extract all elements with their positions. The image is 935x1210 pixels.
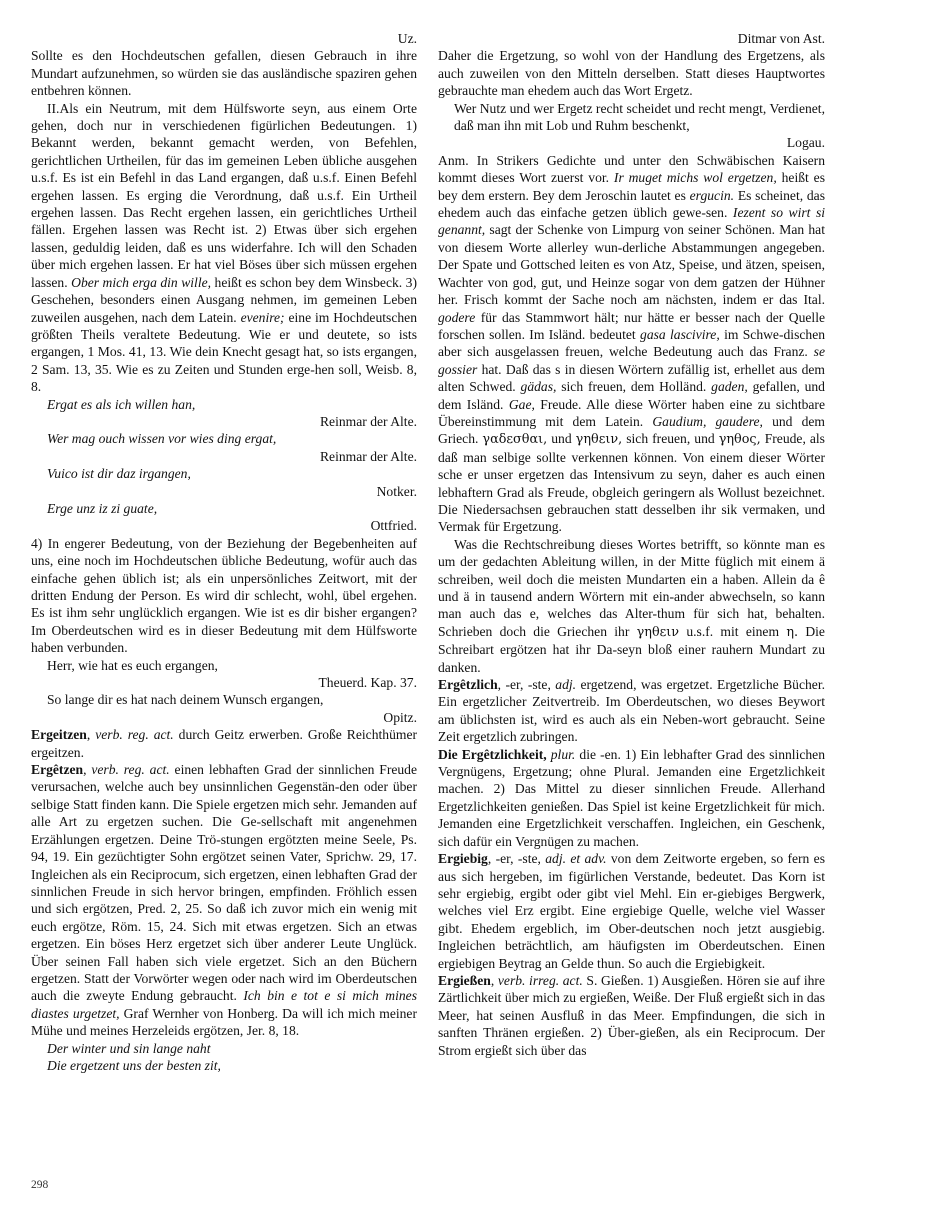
text-span: Anm. In Strikers Gedichte und unter den Schwäbischen Kaisern kommt dieses Wort zuerst vor.: [438, 152, 825, 186]
verse-source: Theuerd. Kap. 37.: [318, 675, 417, 691]
entry-ergiebig: Ergiebig, -er, -ste, adj. et adv. von dem Zeitworte ergeben, so fern es aus sich hergeben, im figürlichen Verstande, bedeutet. Das Korn ist sehr ergiebig, ergibt oder gibt viel Mehl. Ein er-giebiges Bergwerk, welches viel Erz ergibt. Eine ergiebige Quelle, welche viel Wasser gibt. Ehedem ergeblich, im Ober-deutschen noch jetzt ausgiebig. Ingleichen beträchtlich, am häufigsten im Oberdeutschen. Einen ergiebigen Beytrag an Gelde thun. So auch die Ergiebigkeit.: [438, 851, 826, 971]
text-span: Was die Rechtschreibung dieses Wortes betrifft, so könnte man es um der gedachten Ableitung willen, in der Mitte füglich mit einem ä schreiben, weil doch die meisten Mundarten ein a haben. Allein da ê und ä in tausend andern Wörtern mit ein-ander abwechseln, so kann man auch das e, welches das Alter-thum für sich hat, behalten. Schrieben doch die Griechen ihr: [438, 536, 825, 639]
left-paragraph-2: [31, 100, 417, 396]
quote-span: Iezent so wirt si genannt,: [438, 205, 826, 238]
text-span: Graf Wernher von Honberg. Da will ich mich meiner Mühe und meines Herzeleids ergötzen, Jer. 8, 18.: [31, 1005, 417, 1039]
quote-span: gaden,: [711, 379, 748, 395]
verse-line: Wer mag ouch wissen vor wies ding ergat,: [47, 431, 277, 447]
text-span: S. Gießen. 1) Ausgießen. Hören sie auf ihre Zärtlichkeit über mich zu ergießen, Weiße. Der Fluß ergießt sich in das Meer, hat seinen Ausfluß in das Meer. Empfindungen, die sich in sanften Thränen ergießen. 2) Über-gießen, als ein Reciprocum. Der Strom ergießt sich über das: [438, 972, 825, 1058]
verse-line: Herr, wie hat es euch ergangen,: [47, 657, 218, 673]
text-span: für das Stammwort hält; nur hätte er besser nach der Quelle forschen sollen. Im Isländ. bedeutet: [438, 309, 826, 342]
verse-line: Erge unz iz zi guate,: [47, 500, 158, 516]
entry-ergiessen: Ergießen, verb. irreg. act. S. Gießen. 1) Ausgießen. Hören sie auf ihre Zärtlichkeit über mich zu ergießen, Weiße. Der Fluß ergießt sich in das Meer, hat seinen Ausfluß in das Meer. Empfindungen, die sich in sanften Thränen ergießen. 2) Über-gießen, als ein Reciprocum. Der Strom ergießt sich über das: [438, 972, 825, 1058]
headword: Ergêtzen: [31, 762, 84, 778]
latin-span: evenire;: [240, 309, 285, 325]
left-paragraph-1: Sollte es den Hochdeutschen gefallen, diesen Gebrauch in ihre Mundart aufzunehmen, so würden sie das ausländische spaziren gehen entbehren können.: [31, 48, 417, 99]
text-span: ergetzend, was ergetzet. Ergetzliche Bücher. Ein ergetzlicher Zeitvertreib. Im Oberdeutschen, wo dieses Beywort am üblichsten ist, wird es auch als ein Neben-wort gebraucht. Seine Zeit ergetzlich zubringen.: [438, 677, 825, 745]
greek-word: γηθος,: [718, 432, 761, 448]
text-span: -er, -ste,: [495, 851, 541, 867]
text-span: von dem Zeitworte ergeben, so fern es aus sich hergeben, im figürlichen Verstande, bedeutet. Das Korn ist sehr ergiebig, ergibt oder gibt viel Mehl. Ein er-giebiges Bergwerk, welches viel Erz ergibt. Eine ergiebige Quelle, welche viel Wasser gibt. Ehedem ergeblich, im Ober-deutschen noch jetzt ausgiebig. Ingleichen beträchtlich, am häufigsten im Oberdeutschen. Einen ergiebigen Beytrag an Gelde thun. So auch die Ergiebigkeit.: [438, 851, 826, 971]
grammar-label: verb. reg. act.: [91, 762, 170, 778]
entry-ergetzlich: Ergêtzlich, -er, -ste, adj. ergetzend, was ergetzet. Ergetzliche Bücher. Ein ergetzlicher Zeitvertreib. Im Oberdeutschen, wo dieses Beywort am üblichsten ist, wird es auch als ein Neben-wort gebraucht. Seine Zeit ergetzlich zubringen.: [438, 677, 825, 745]
text-span: eine im Hochdeutschen größten Theils veraltete Bedeutung. Wie er und deutete, so ists ergangen, 1 Mos. 41, 13. Wie dein Knecht gesagt hat, so ists ergangen, 2 Sam. 13, 35. Wie es zu Zeiten und Stunden erge-hen soll, Weisb. 8, 8.: [31, 309, 417, 395]
quote-span: Ober mich erga din wille,: [71, 274, 212, 290]
verse-line: Vuico ist dir daz irgangen,: [47, 466, 191, 482]
verse-line: Der winter und sin lange naht: [47, 1040, 211, 1056]
quote-span: godere: [438, 309, 476, 325]
verse-line: Ergat es als ich willen han,: [47, 396, 196, 412]
greek-word: γηθειν,: [575, 432, 623, 448]
text-span: sagt der Schenke von Limpurg von seiner Schönen. Man hat von diesem Worte allerley wun-derliche Abstammungen angegeben. Der Spate und Gottsched leiten es von Atz, Speise, und ätzen, speisen, Wachter von god, gut, und Heinze sogar von dem gatzen der Hühner her. Frisch kommt der Sache noch am nächsten, indem er das Ital.: [438, 222, 825, 308]
right-column: [438, 30, 825, 1059]
text-span: Die Schreibart ergötzen hat ihr Da-seyn bloß einer rauhern Mundart zu danken.: [438, 623, 825, 675]
text-span: Freude. Alle diese Wörter haben eine zu sichtbare Übereinstimmung mit dem Latein.: [438, 396, 825, 429]
greek-word: γαδεσθαι,: [482, 432, 548, 448]
verse-line: Wer Nutz und wer Ergetz recht scheidet und recht mengt, Verdienet, daß man ihn mit Lob und Ruhm beschenkt,: [454, 100, 825, 134]
verse-source: Opitz.: [383, 709, 417, 725]
verse-source: Reinmar der Alte.: [319, 448, 417, 464]
annotation-paragraph: [438, 152, 825, 536]
text-span: hat. Daß das s in diesen Wörtern zufällig ist, erhellet aus dem alten Schwed.: [438, 361, 825, 395]
entry-ergeitzen: Ergeitzen, verb. reg. act. durch Geitz erwerben. Große Reichthümer ergeitzen.: [31, 727, 418, 760]
right-paragraph-1: Daher die Ergetzung, so wohl von der Handlung des Ergetzens, als auch zuweilen von den Mitteln derselben. Statt dieses Hauptwortes gebrauchte man ehedem auch das Wort Ergetz.: [438, 48, 825, 99]
text-span: durch Geitz erwerben. Große Reichthümer ergeitzen.: [31, 727, 418, 760]
text-span: die -en. 1) Ein lebhafter Grad des sinnlichen Vergnügens, Ergetzung; ohne Plural. Jemanden eine Ergetzlichkeit machen. 2) Das Mittel zu dieser sinnlichen Freude. Allerhand Ergetzlichkeiten genießen. Das Spiel ist keine Ergetzlichkeit für mich. Jemanden eine Ergetzlichkeit verschaffen. Ingleichen, ein Geschenk, sich dafür ein Vergnügen zu machen.: [438, 746, 826, 849]
grammar-label: verb. reg. act.: [95, 727, 174, 743]
quote-span: Ir muget michs wol ergetzen,: [613, 170, 777, 186]
left-running-head: Uz.: [397, 31, 417, 46]
headword: Ergeitzen: [31, 727, 87, 743]
quote-span: Gaudium, gaudere,: [652, 413, 763, 429]
headword: Ergießen: [438, 972, 491, 988]
grammar-label: verb. irreg. act.: [497, 972, 583, 988]
text-span: -er, -ste,: [505, 677, 551, 693]
text-span: II.Als ein Neutrum, mit dem Hülfsworte seyn, aus einem Orte gehen, doch nur in verschiedenen figürlichen Bedeutungen. 1) Bekannt werden, bekannt gemacht werden, von Befehlen, gerichtlichen Urtheilen, für das im gemeinen Leben übliche ausgehen u.s.f. Es ist ein Befehl in das Land ergangen, daß u.s.f. Einen Befehl ergehen lassen. Es erging die Verordnung, daß u.s.f. Ein Urtheil ergehen lassen. Das Recht ergehen lassen, ein gerichtliches Urtheil fällen. Ergehen lassen was Recht ist. 2) Etwas über sich ergehen lassen, geduldig leiden, daß es uns widerfahre. Ich will den Schaden über mich ergehen lassen. Er hat viel Böses über sich müssen ergehen lassen.: [31, 100, 417, 290]
entry-ergetzen: Ergêtzen, verb. reg. act. einen lebhaften Grad der sinnlichen Freude verursachen, welche auch bey unsinnlichen Gegenstän-den oder über selbige Statt finden kann. Die Spiele ergetzen mich sehr. Jemanden auf alle Art zu ergetzen suchen. Die Ge-sellschaft mit angenehmen Erzählungen ergetzen. Deine Trö-stungen ergötzten meine Seele, Ps. 94, 19. Ein gezüchtigter Sohn ergötzet seinen Vater, Sprichw. 29, 17. Ingleichen als ein Reciprocum, sich ergetzen, einen lebhaften Grad der sinnlichen Freude in sich hervor bringen, empfinden. Fröhlich essen und sich ergötzen, Pred. 2, 25. So daß ich zuvor mich ein wenig mit euch ergötze, Röm. 15, 24. Sich mit etwas ergetzen. Sich an etwas ergetzen. Ein böses Herz ergetzet sich über anderer Leute Unglück. Über seinen Fall haben sich viele ergetzet. Sich an den Büchern ergetzen. Statt der Vorwörter wegen oder nach wird im Oberdeutschen auch die zweyte Endung gebraucht. Ich bin e tot e si mich mines diastes urgetzet, Graf Wernher von Honberg. Da will ich mich meiner Mühe und meines Herzeleids ergötzen, Jer. 8, 18.: [31, 762, 418, 1039]
text-span: und: [551, 431, 572, 447]
headword: Ergiebig: [438, 851, 488, 867]
text-span: heißt es schon bey dem Winsbeck. 3) Geschehen, besonders einen Ausgang nehmen, im gemeinen Leben zuweilen ausgehen, nach dem Latein.: [31, 274, 417, 325]
verse-source: Reinmar der Alte.: [319, 413, 417, 429]
quote-span: gasa lascivire,: [640, 326, 720, 342]
verse-source: Ottfried.: [370, 518, 417, 534]
orthography-paragraph: [438, 536, 825, 676]
headword: Ergêtzlich: [438, 677, 498, 693]
text-span: heißt es bey dem erstern. Bey dem Jeroschin lautet es: [438, 170, 825, 203]
text-span: im Schwe-dischen aber sich ausgelassen freuen, welche Bedeutung auch das Franz.: [438, 326, 826, 360]
text-span: sich freuen, dem Holländ.: [561, 379, 707, 395]
quote-span: se gossier: [438, 344, 825, 377]
text-span: und dem Griech.: [438, 413, 826, 447]
verse-line: So lange dir es hat nach deinem Wunsch ergangen,: [47, 692, 324, 708]
greek-word: η.: [786, 624, 799, 640]
verse-line: Die ergetzent uns der besten zit,: [47, 1057, 221, 1073]
text-span: u.s.f. mit einem: [686, 623, 780, 639]
verse-source: Logau.: [786, 135, 825, 151]
text-span: Freude, als daß man selbige sollte verkennen können. Von einem dieser Wörter sche er unser ergetzen das Intensivum zu seyn, daher es auch einen lebhaftern Grad als Freude, obgleich geringern als Wollust bezeichnet. Die Niedersachsen gebrauchen statt desselben ihr sik vermaken, und Vermak für Ergetzung.: [438, 431, 825, 535]
headword: Die Ergêtzlichkeit,: [438, 746, 547, 762]
grammar-label: plur.: [550, 746, 576, 762]
quote-span: Gae,: [508, 396, 535, 412]
greek-word: γηθειν: [636, 624, 680, 640]
quote-span: Ich bin e tot e si mich mines diastes urgetzet,: [31, 988, 417, 1021]
left-column: [31, 30, 417, 1074]
text-span: gefallen, und dem Isländ.: [438, 379, 825, 412]
entry-ergetzlichkeit: [438, 746, 825, 850]
text-span: sich freuen, und: [626, 431, 715, 447]
text-span: Es scheinet, das ehedem auch das einfache getzen üblich gewe-sen.: [438, 187, 825, 221]
grammar-label: adj.: [555, 677, 577, 693]
grammar-label: adj. et adv.: [545, 851, 607, 867]
quote-span: ergucin.: [689, 187, 735, 203]
page-number: 298: [31, 1179, 49, 1191]
right-running-head: Ditmar von Ast.: [737, 31, 825, 46]
verse-source: Notker.: [376, 483, 417, 499]
quote-span: gädas,: [520, 379, 557, 395]
text-span: einen lebhaften Grad der sinnlichen Freude verursachen, welche auch bey unsinnlichen Gegenstän-den oder über selbige Statt finden kann. Die Spiele ergetzen mich sehr. Jemanden auf alle Art zu ergetzen suchen. Die Ge-sellschaft mit angenehmen Erzählungen ergetzen. Deine Trö-stungen ergötzten meine Seele, Ps. 94, 19. Ein gezüchtigter Sohn ergötzet seinen Vater, Sprichw. 29, 17. Ingleichen als ein Reciprocum, sich ergetzen, einen lebhaften Grad der sinnlichen Freude in sich hervor bringen, empfinden. Fröhlich essen und sich ergötzen, Pred. 2, 25. So daß ich zuvor mich ein wenig mit euch ergötze, Röm. 15, 24. Sich mit etwas ergetzen. Sich an etwas ergetzen. Ein böses Herz ergetzet sich über anderer Leute Unglück. Über seinen Fall haben sich viele ergetzet. Sich an den Büchern ergetzen. Statt der Vorwörter wegen oder nach wird im Oberdeutschen auch die zweyte Endung gebraucht.: [31, 762, 418, 1004]
left-paragraph-3: 4) In engerer Bedeutung, von der Beziehung der Begebenheiten auf uns, eine noch im Hochdeutschen übliche Bedeutung, wofür auch das einfache gehen üblich ist; als ein unpersönliches Zeitwort, mit der dritten Endung der Person. Es wird dir schlecht, wohl, übel ergehen. Es ist ihm sehr unglücklich ergangen. Wie ist es dir bisher ergangen? Im Oberdeutschen wird es in dieser Bedeutung mit dem Hülfsworte haben verbunden.: [31, 535, 417, 656]
